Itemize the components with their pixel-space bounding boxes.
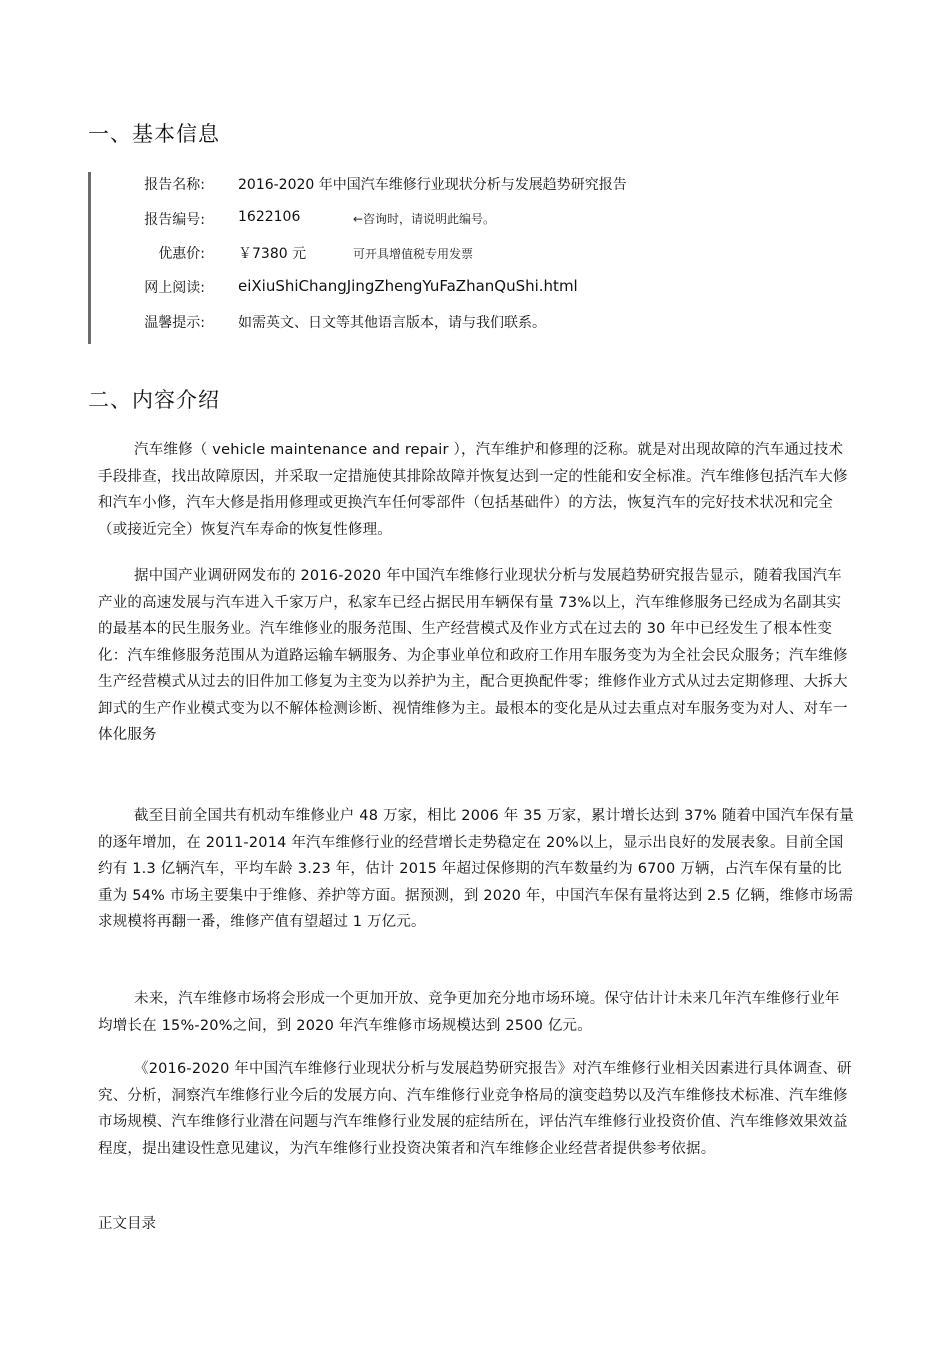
report-number-label: 报告编号: [144,212,205,228]
report-number-value: 1622106 [238,209,301,225]
intro-paragraph-3: 截至目前全国共有机动车维修业户 48 万家，相比 2006 年 35 万家，累计增长达到 37% 随着中国汽车保有量的逐年增加，在 2011-2014 年汽车维修行业的经营增长走势稳定在 20%以上，显示出良好的发展表象。目前全国约有 1.3 亿辆汽车，平均车龄 3.23 年，估计 2015 年超过保修期的汽车数量约为 6700 万辆，占汽车保有量的比重为 54% 市场主要集中于维修、养护等方面。据预测，到 2020 年，中国汽车保有量将达到 2.5 亿辆，维修市场需求规模将再翻一番，维修产值有望超过 1 万亿元。 [98,808,855,930]
intro-paragraph-5: 《2016-2020 年中国汽车维修行业现状分析与发展趋势研究报告》对汽车维修行业相关因素进行具体调查、研究、分析，洞察汽车维修行业今后的发展方向、汽车维修行业竞争格局的演变趋势以及汽车维修技术标准、汽车维修市场规模、汽车维修行业潜在问题与汽车维修行业发展的症结所在，评估汽车维修行业投资价值、汽车维修效果效益程度，提出建设性意见建议，为汽车维修行业投资决策者和汽车维修企业经营者提供参考依据。 [98,1061,852,1157]
tip-text: 如需英文、日文等其他语言版本，请与我们联系。 [238,315,546,331]
section-title-basic-info: 一、基本信息 [88,122,220,146]
price-label: 优惠价: [158,246,205,262]
intro-paragraph-4: 未来，汽车维修市场将会形成一个更加开放、竞争更加充分地市场环境。保守估计计未来几年汽车维修行业年均增长在 15%-20%之间，到 2020 年汽车维修市场规模达到 2500 亿元。 [98,991,840,1034]
toc-label: 正文目录 [98,1216,156,1232]
online-url-link[interactable]: eiXiuShiChangJingZhengYuFaZhanQuShi.html [238,277,578,295]
report-name-value: 2016-2020 年中国汽车维修行业现状分析与发展趋势研究报告 [238,177,627,193]
report-number-note: ←咨询时，请说明此编号。 [353,212,496,226]
section-title-content-intro: 二、内容介绍 [88,388,220,412]
intro-paragraph-2: 据中国产业调研网发布的 2016-2020 年中国汽车维修行业现状分析与发展趋势研究报告显示，随着我国汽车产业的高速发展与汽车进入千家万户，私家车已经占据民用车辆保有量 73%以上，汽车维修服务已经成为名副其实的最基本的民生服务业。汽车维修业的服务范围、生产经营模式及作业方式在过去的 30 年中已经发生了根本性变化：汽车维修服务范围从为道路运输车辆服务、为企事业单位和政府工作用车服务变为为全社会民众服务；汽车维修生产经营模式从过去的旧件加工修复为主变为以养护为主，配合更换配件零；维修作业方式从过去定期修理、大拆大卸式的生产作业模式变为以不解体检测诊断、视情维修为主。最根本的变化是从过去重点对车服务变为对人、对车一体化服务 [98,568,848,743]
price-note: 可开具增值税专用发票 [353,247,474,261]
online-label: 网上阅读: [144,280,205,296]
report-name-label: 报告名称: [144,177,205,193]
intro-paragraph-1: 汽车维修（ vehicle maintenance and repair ），汽车维护和修理的泛称。就是对出现故障的汽车通过技术手段排查，找出故障原因，并采取一定措施使其排除故障并恢复达到一定的性能和安全标准。汽车维修包括汽车大修和汽车小修，汽车大修是指用修理或更换汽车任何零部件（包括基础件）的方法，恢复汽车的完好技术状况和完全（或接近完全）恢复汽车寿命的恢复性修理。 [98,442,848,538]
price-value: ￥7380 元 [238,246,307,262]
tip-label: 温馨提示: [144,315,205,331]
basic-info-box [88,172,811,344]
